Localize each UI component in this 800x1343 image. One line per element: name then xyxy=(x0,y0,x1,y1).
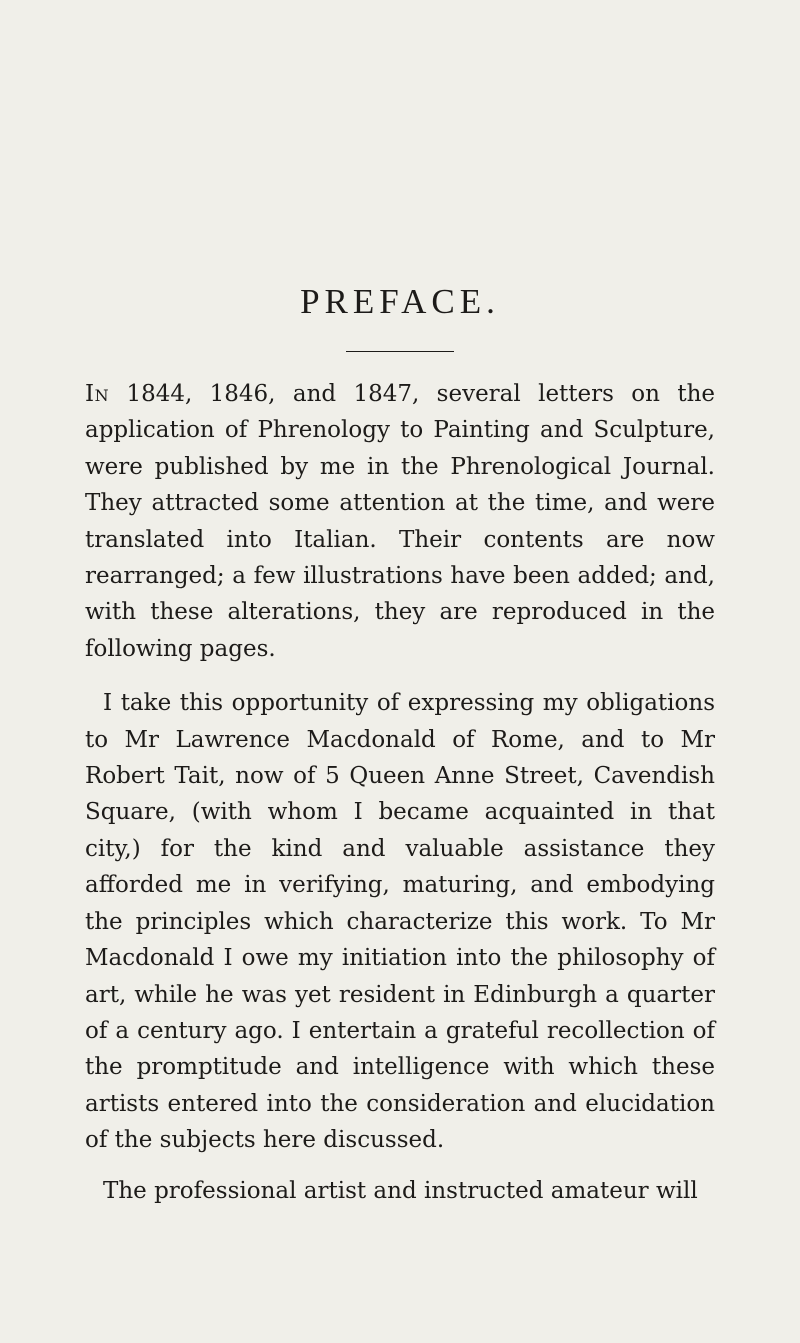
paragraph-1-lead-word: In xyxy=(85,381,110,407)
preface-body xyxy=(85,376,715,1209)
page-heading: PREFACE. xyxy=(300,282,500,321)
paragraph-1-text: 1844, 1846, and 1847, several letters on the application of Phrenology to Painting and Sculpture, were published by me in the Phrenological Journal. They attracted some attention at the time, and were translated into Italian. Their contents are now rearranged; a few illustrations have been added; and, with these alterations, they are reproduced in the following pages. xyxy=(85,381,715,662)
heading-rule xyxy=(346,351,454,352)
paragraph-1 xyxy=(85,376,715,667)
paragraph-3: The professional artist and instructed amateur will xyxy=(103,1177,698,1204)
paragraph-2: I take this opportunity of expressing my obligations to Mr Lawrence Macdonald of Rome, and to Mr Robert Tait, now of 5 Queen Anne Street, Cavendish Square, (with whom I became acquainted in that city,) for the kind and valuable assistance they afforded me in verifying, maturing, and embodying the principles which characterize this work. To Mr Macdonald I owe my initiation into the philosophy of art, while he was yet resident in Edinburgh a quarter of a century ago. I entertain a grateful recollection of the promptitude and intelligence with which these artists entered into the consideration and elucidation of the subjects here discussed. xyxy=(85,690,715,1154)
